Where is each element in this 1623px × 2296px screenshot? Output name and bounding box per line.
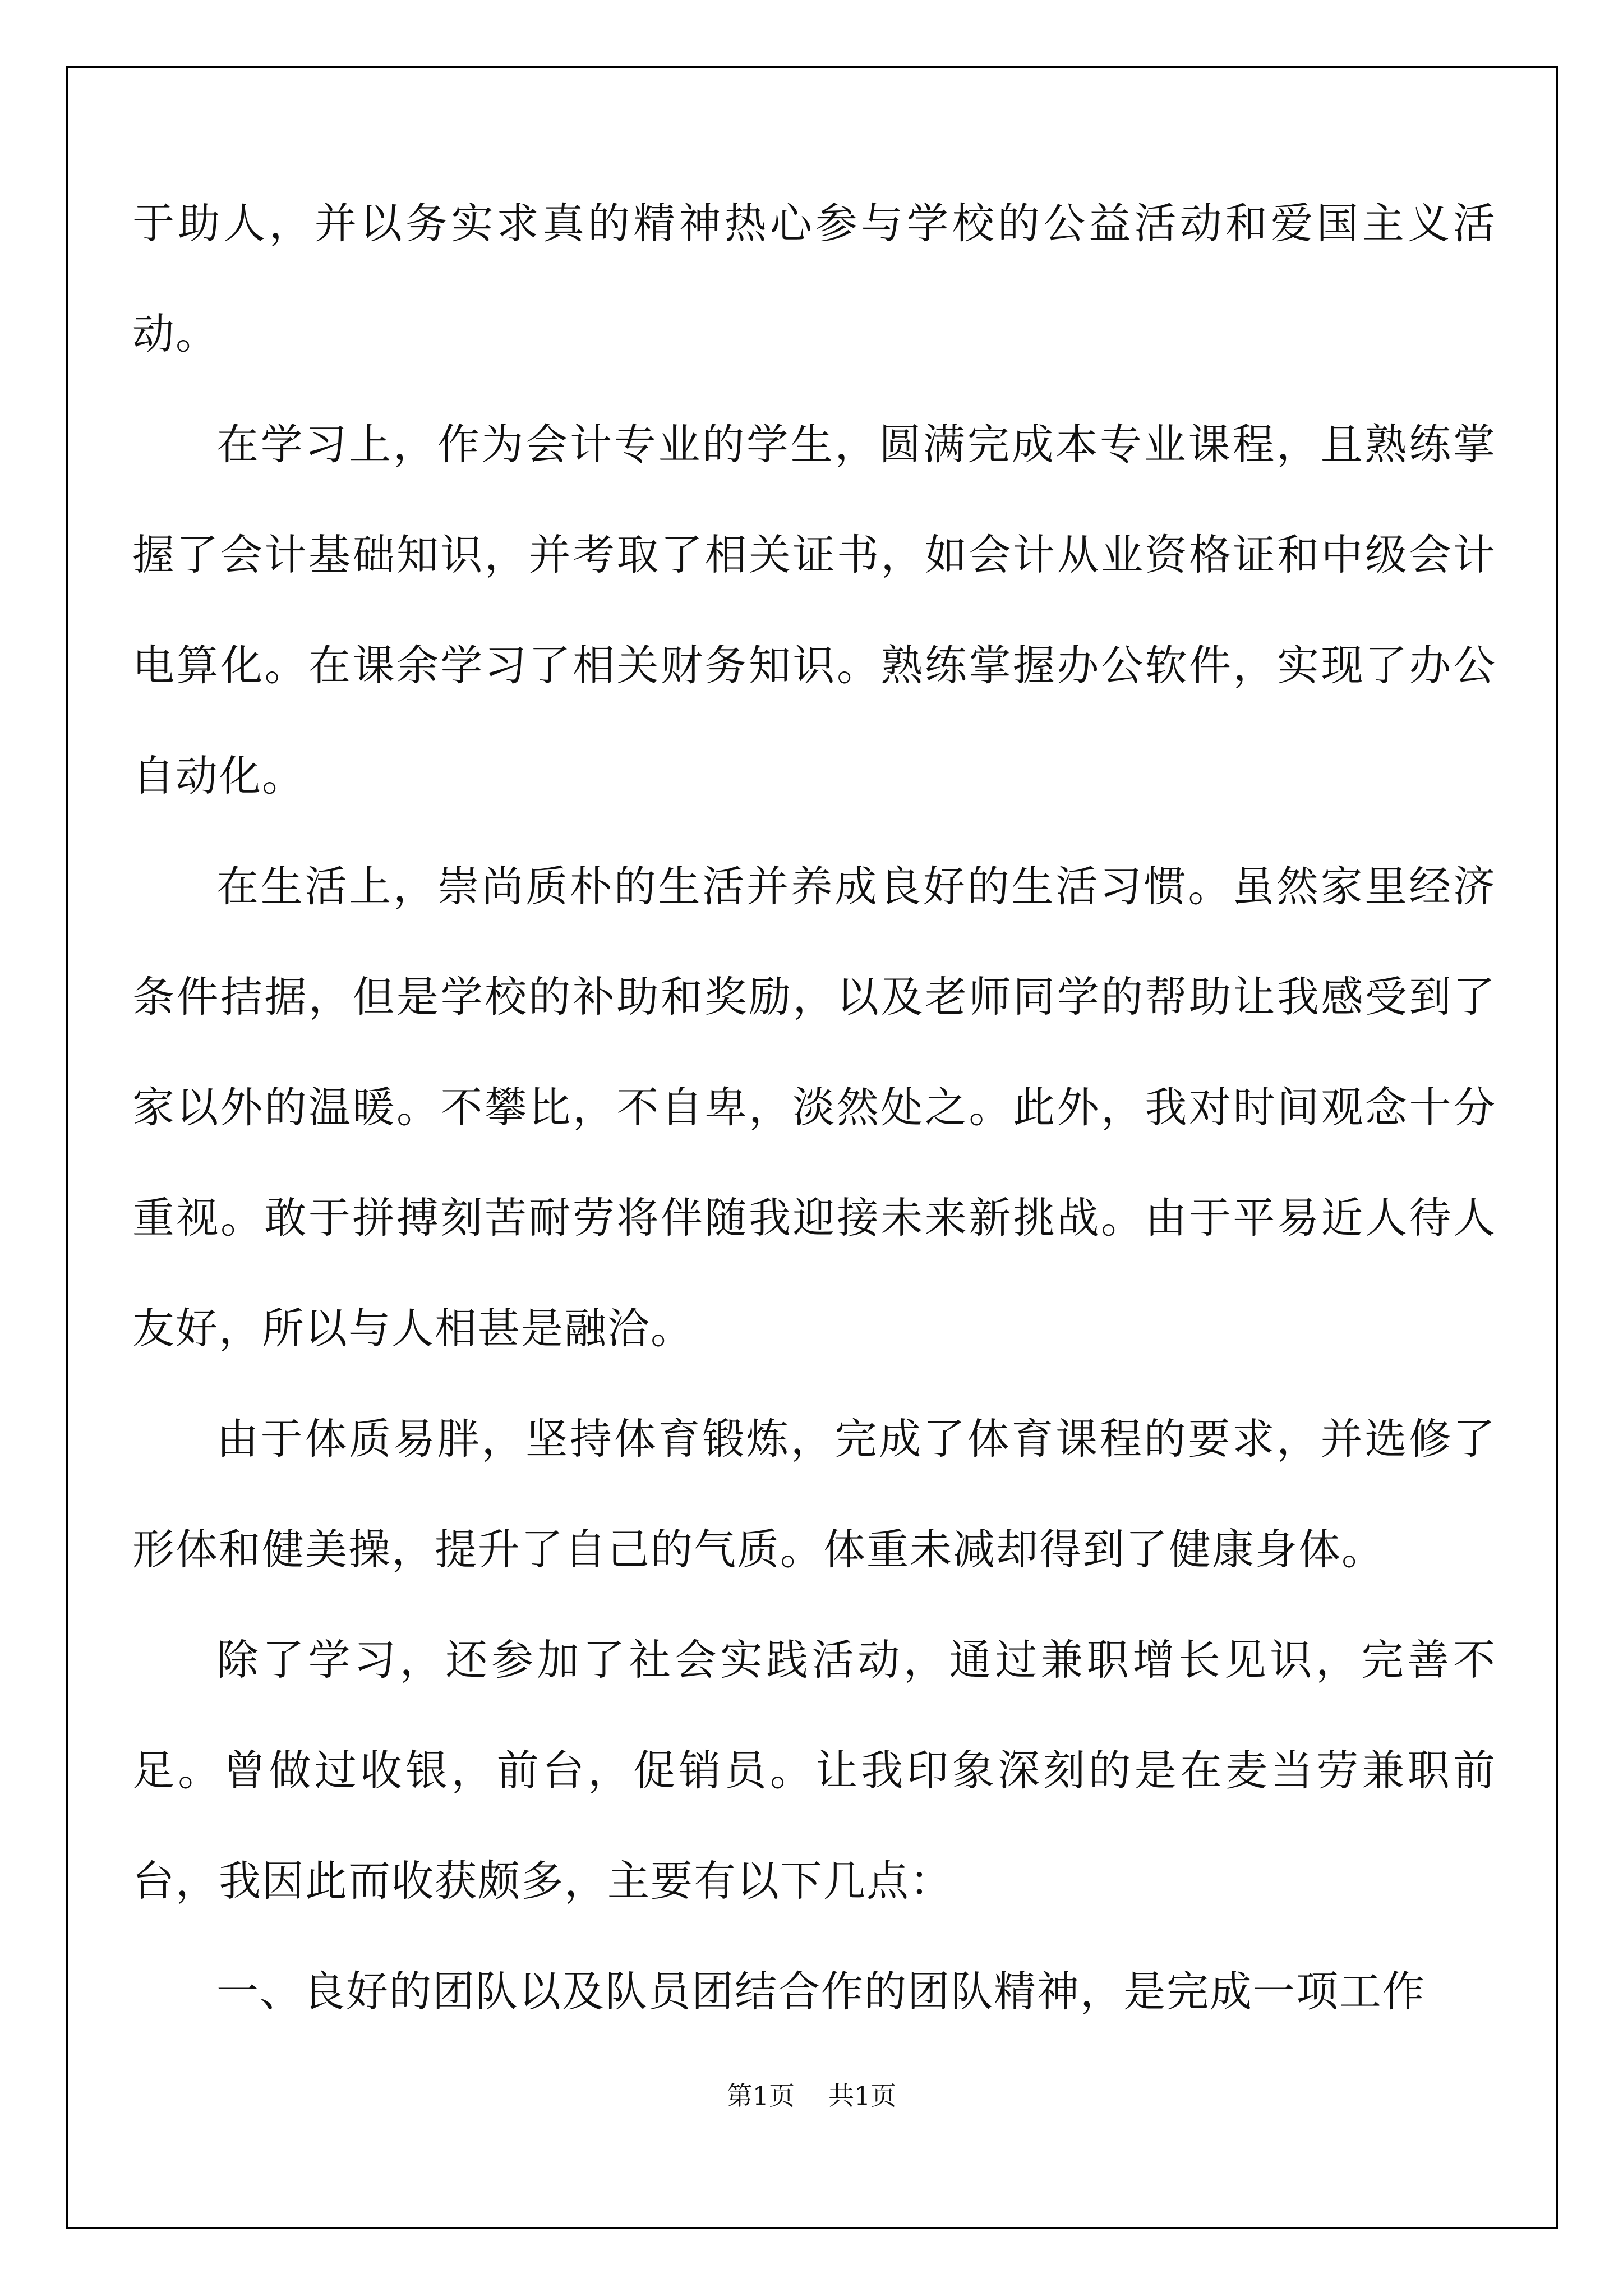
page-number: 第1页 (726, 2081, 795, 2111)
document-body (132, 168, 1496, 2047)
page-total: 共1页 (828, 2081, 897, 2111)
paragraph-2: 在学习上，作为会计专业的学生，圆满完成本专业课程，且熟练掌握了会计基础知识，并考取了相关证书，如会计从业资格证和中级会计电算化。在课余学习了相关财务知识。熟练掌握办公软件，实现了办公自动化。 (132, 420, 1496, 800)
paragraph-4: 由于体质易胖，坚持体育锻炼，完成了体育课程的要求，并选修了形体和健美操，提升了自己的气质。体重未减却得到了健康身体。 (132, 1414, 1496, 1574)
page-footer (0, 2076, 1623, 2113)
paragraph-5: 除了学习，还参加了社会实践活动，通过兼职增长见识，完善不足。曾做过收银，前台，促销员。让我印象深刻的是在麦当劳兼职前台，我因此而收获颇多，主要有以下几点： (132, 1635, 1496, 1906)
paragraph-1: 于助人，并以务实求真的精神热心参与学校的公益活动和爱国主义活动。 (132, 199, 1496, 358)
paragraph-3: 在生活上，崇尚质朴的生活并养成良好的生活习惯。虽然家里经济条件拮据，但是学校的补助和奖励，以及老师同学的帮助让我感受到了家以外的温暖。不攀比，不自卑，淡然处之。此外，我对时间观念十分重视。敢于拼搏刻苦耐劳将伴随我迎接未来新挑战。由于平易近人待人友好，所以与人相甚是融洽。 (132, 862, 1496, 1353)
paragraph-6: 一、良好的团队以及队员团结合作的团队精神，是完成一项工作 (216, 1967, 1426, 2016)
